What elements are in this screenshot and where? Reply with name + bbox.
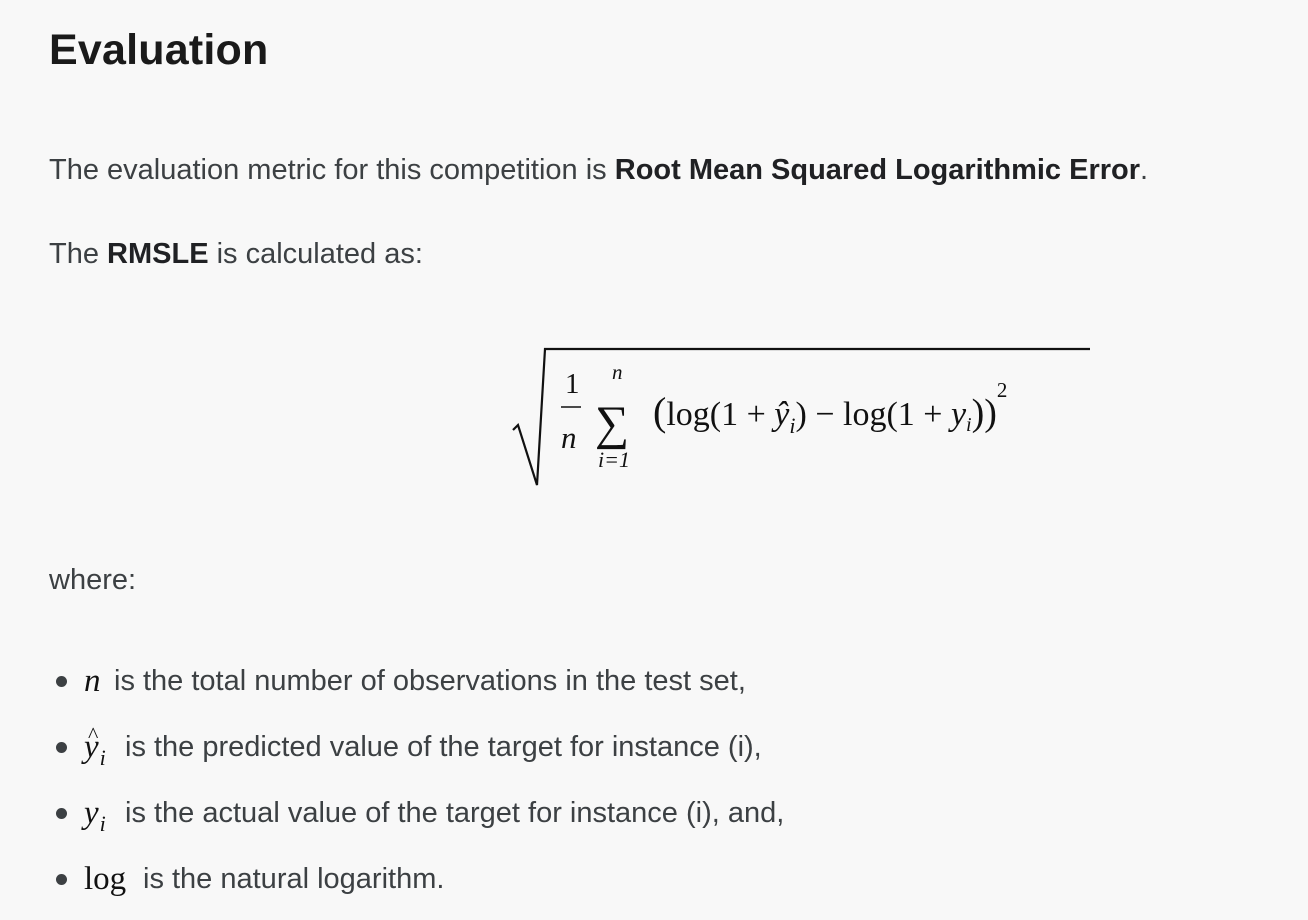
y-actual-subscript: i xyxy=(966,414,972,436)
bullet-icon xyxy=(56,808,67,819)
bullet-icon xyxy=(56,676,67,687)
definition-symbol: log xyxy=(84,861,127,897)
definition-text: is the actual value of the target for instance (i), and, xyxy=(125,797,785,829)
definition-text: is the predicted value of the target for instance (i), xyxy=(125,731,762,763)
rmsle-formula xyxy=(505,335,1105,500)
y-hat: ŷ xyxy=(774,396,790,433)
calc-text-after: is calculated as: xyxy=(208,238,423,270)
bullet-icon xyxy=(56,874,67,885)
definition-symbol: n xyxy=(84,663,101,699)
metric-intro-text: The evaluation metric for this competition is xyxy=(49,154,615,186)
metric-intro-end: . xyxy=(1140,154,1149,186)
bullet-icon xyxy=(56,742,67,753)
sum-lower-limit: i=1 xyxy=(598,447,630,472)
exponent: 2 xyxy=(996,378,1008,402)
list-item xyxy=(0,724,1308,790)
definitions-list xyxy=(0,658,1308,920)
definition-symbol: ^ $y_i$ xyxy=(84,724,106,773)
y-actual: y xyxy=(950,396,967,433)
list-item xyxy=(0,658,1308,724)
definition-text: is the total number of observations in the test set, xyxy=(114,665,746,697)
list-item xyxy=(0,790,1308,856)
sum-symbol: ∑ xyxy=(595,397,630,450)
formula-svg xyxy=(505,335,1105,500)
y-hat-subscript: i xyxy=(789,413,796,438)
metric-name: Root Mean Squared Logarithmic Error xyxy=(614,154,1141,186)
fraction-denominator: n xyxy=(561,420,577,455)
sum-upper-limit: n xyxy=(612,360,623,384)
closing-parens: )) xyxy=(971,392,997,434)
metric-description xyxy=(49,150,1148,190)
page-title: Evaluation xyxy=(49,26,269,74)
calc-text-before: The xyxy=(49,238,108,270)
fraction-numerator: 1 xyxy=(565,368,580,400)
definition-symbol: $y_i$ xyxy=(84,795,106,836)
calculation-intro xyxy=(49,234,423,274)
where-label: where: xyxy=(49,564,137,596)
formula-expression xyxy=(653,378,1007,438)
list-item xyxy=(0,856,1308,920)
outer-open-paren: ( xyxy=(653,389,667,434)
log-term-2: ) − log(1 + xyxy=(795,396,951,433)
log-term-1: log(1 + xyxy=(666,396,775,433)
definition-text: is the natural logarithm. xyxy=(143,863,445,895)
rmsle-abbrev: RMSLE xyxy=(107,238,209,270)
